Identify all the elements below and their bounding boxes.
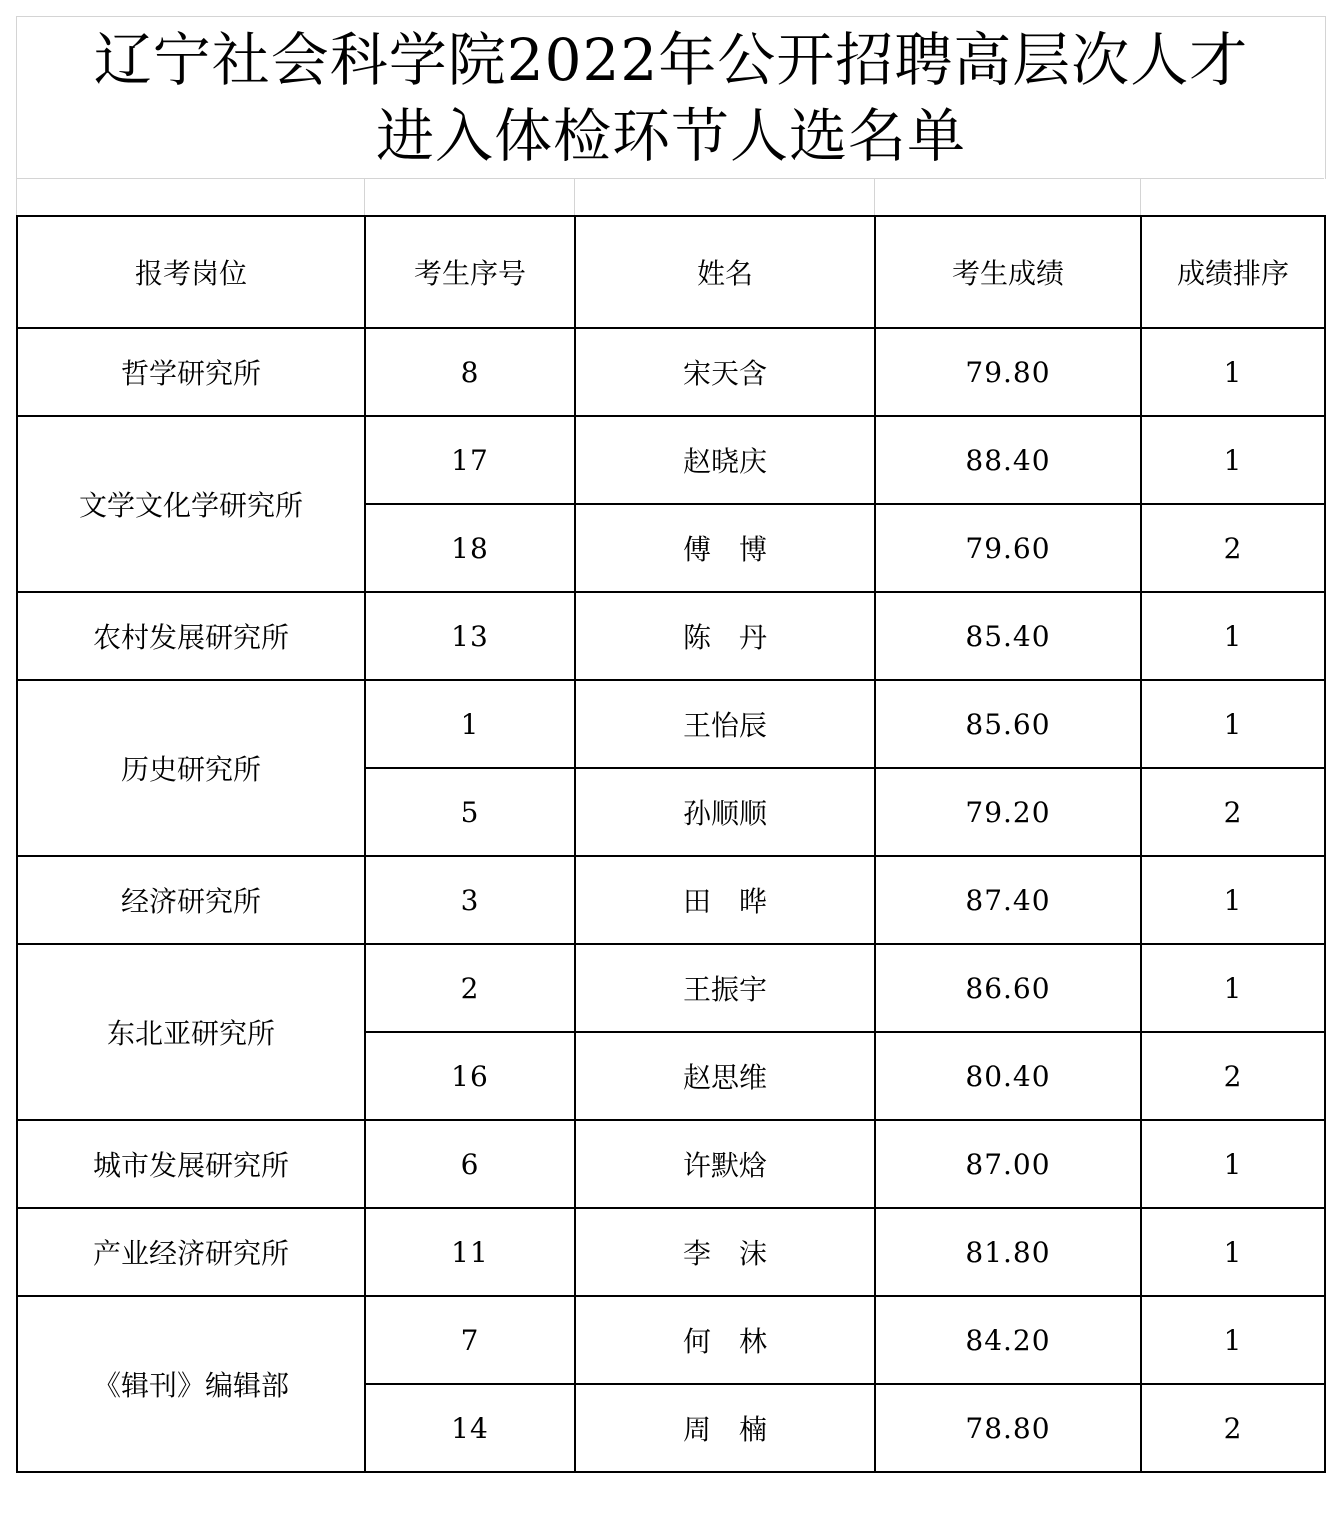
cell-rank: 1 xyxy=(1141,1296,1325,1384)
cell-name: 赵晓庆 xyxy=(575,416,875,504)
cell-position: 文学文化学研究所 xyxy=(17,416,365,592)
cell-score: 85.60 xyxy=(875,680,1141,768)
table-row xyxy=(17,328,1325,416)
cell-score: 79.80 xyxy=(875,328,1141,416)
cell-rank: 1 xyxy=(1141,1120,1325,1208)
empty-cell xyxy=(874,179,1141,216)
header-seq: 考生序号 xyxy=(365,216,575,328)
cell-rank: 1 xyxy=(1141,328,1325,416)
cell-score: 87.00 xyxy=(875,1120,1141,1208)
cell-score: 79.20 xyxy=(875,768,1141,856)
table-row xyxy=(17,856,1325,944)
cell-score: 88.40 xyxy=(875,416,1141,504)
cell-position: 城市发展研究所 xyxy=(17,1120,365,1208)
empty-cell xyxy=(574,179,875,216)
empty-cell xyxy=(17,179,365,216)
cell-name: 周 楠 xyxy=(575,1384,875,1472)
cell-score: 79.60 xyxy=(875,504,1141,592)
cell-seq: 7 xyxy=(365,1296,575,1384)
cell-rank: 1 xyxy=(1141,856,1325,944)
table-row xyxy=(17,1296,1325,1384)
cell-rank: 1 xyxy=(1141,1208,1325,1296)
cell-score: 86.60 xyxy=(875,944,1141,1032)
cell-position: 经济研究所 xyxy=(17,856,365,944)
cell-name: 陈 丹 xyxy=(575,592,875,680)
cell-name: 傅 博 xyxy=(575,504,875,592)
cell-name: 孙顺顺 xyxy=(575,768,875,856)
empty-grid-row xyxy=(16,178,1324,215)
cell-position: 哲学研究所 xyxy=(17,328,365,416)
title-line-2: 进入体检环节人选名单 xyxy=(375,102,966,170)
cell-name: 何 林 xyxy=(575,1296,875,1384)
cell-seq: 13 xyxy=(365,592,575,680)
cell-rank: 1 xyxy=(1141,416,1325,504)
cell-seq: 11 xyxy=(365,1208,575,1296)
table-row xyxy=(17,1120,1325,1208)
cell-position: 产业经济研究所 xyxy=(17,1208,365,1296)
cell-seq: 5 xyxy=(365,768,575,856)
header-score: 考生成绩 xyxy=(875,216,1141,328)
title-line-1: 辽宁社会科学院2022年公开招聘高层次人才 xyxy=(93,26,1249,94)
table-row xyxy=(17,944,1325,1032)
cell-name: 李 沫 xyxy=(575,1208,875,1296)
cell-seq: 14 xyxy=(365,1384,575,1472)
cell-seq: 6 xyxy=(365,1120,575,1208)
cell-score: 87.40 xyxy=(875,856,1141,944)
empty-cell xyxy=(364,179,575,216)
cell-seq: 3 xyxy=(365,856,575,944)
cell-name: 赵思维 xyxy=(575,1032,875,1120)
cell-seq: 2 xyxy=(365,944,575,1032)
cell-position: 农村发展研究所 xyxy=(17,592,365,680)
cell-rank: 1 xyxy=(1141,944,1325,1032)
table-row xyxy=(17,1208,1325,1296)
cell-name: 王振宇 xyxy=(575,944,875,1032)
cell-rank: 1 xyxy=(1141,680,1325,768)
cell-rank: 2 xyxy=(1141,504,1325,592)
cell-name: 王怡辰 xyxy=(575,680,875,768)
table-header-row xyxy=(17,216,1325,328)
table-row xyxy=(17,592,1325,680)
cell-score: 80.40 xyxy=(875,1032,1141,1120)
header-position: 报考岗位 xyxy=(17,216,365,328)
cell-score: 84.20 xyxy=(875,1296,1141,1384)
cell-seq: 17 xyxy=(365,416,575,504)
cell-name: 许默焓 xyxy=(575,1120,875,1208)
document-title xyxy=(16,16,1326,179)
cell-score: 85.40 xyxy=(875,592,1141,680)
table-row xyxy=(17,416,1325,504)
cell-rank: 1 xyxy=(1141,592,1325,680)
cell-position: 《辑刊》编辑部 xyxy=(17,1296,365,1472)
cell-seq: 8 xyxy=(365,328,575,416)
cell-seq: 1 xyxy=(365,680,575,768)
cell-name: 田 晔 xyxy=(575,856,875,944)
cell-position: 东北亚研究所 xyxy=(17,944,365,1120)
cell-seq: 16 xyxy=(365,1032,575,1120)
cell-score: 81.80 xyxy=(875,1208,1141,1296)
cell-position: 历史研究所 xyxy=(17,680,365,856)
cell-rank: 2 xyxy=(1141,1032,1325,1120)
table-row xyxy=(17,680,1325,768)
header-name: 姓名 xyxy=(575,216,875,328)
cell-score: 78.80 xyxy=(875,1384,1141,1472)
cell-rank: 2 xyxy=(1141,768,1325,856)
cell-seq: 18 xyxy=(365,504,575,592)
cell-rank: 2 xyxy=(1141,1384,1325,1472)
cell-name: 宋天含 xyxy=(575,328,875,416)
candidate-table xyxy=(16,215,1326,1473)
header-rank: 成绩排序 xyxy=(1141,216,1325,328)
